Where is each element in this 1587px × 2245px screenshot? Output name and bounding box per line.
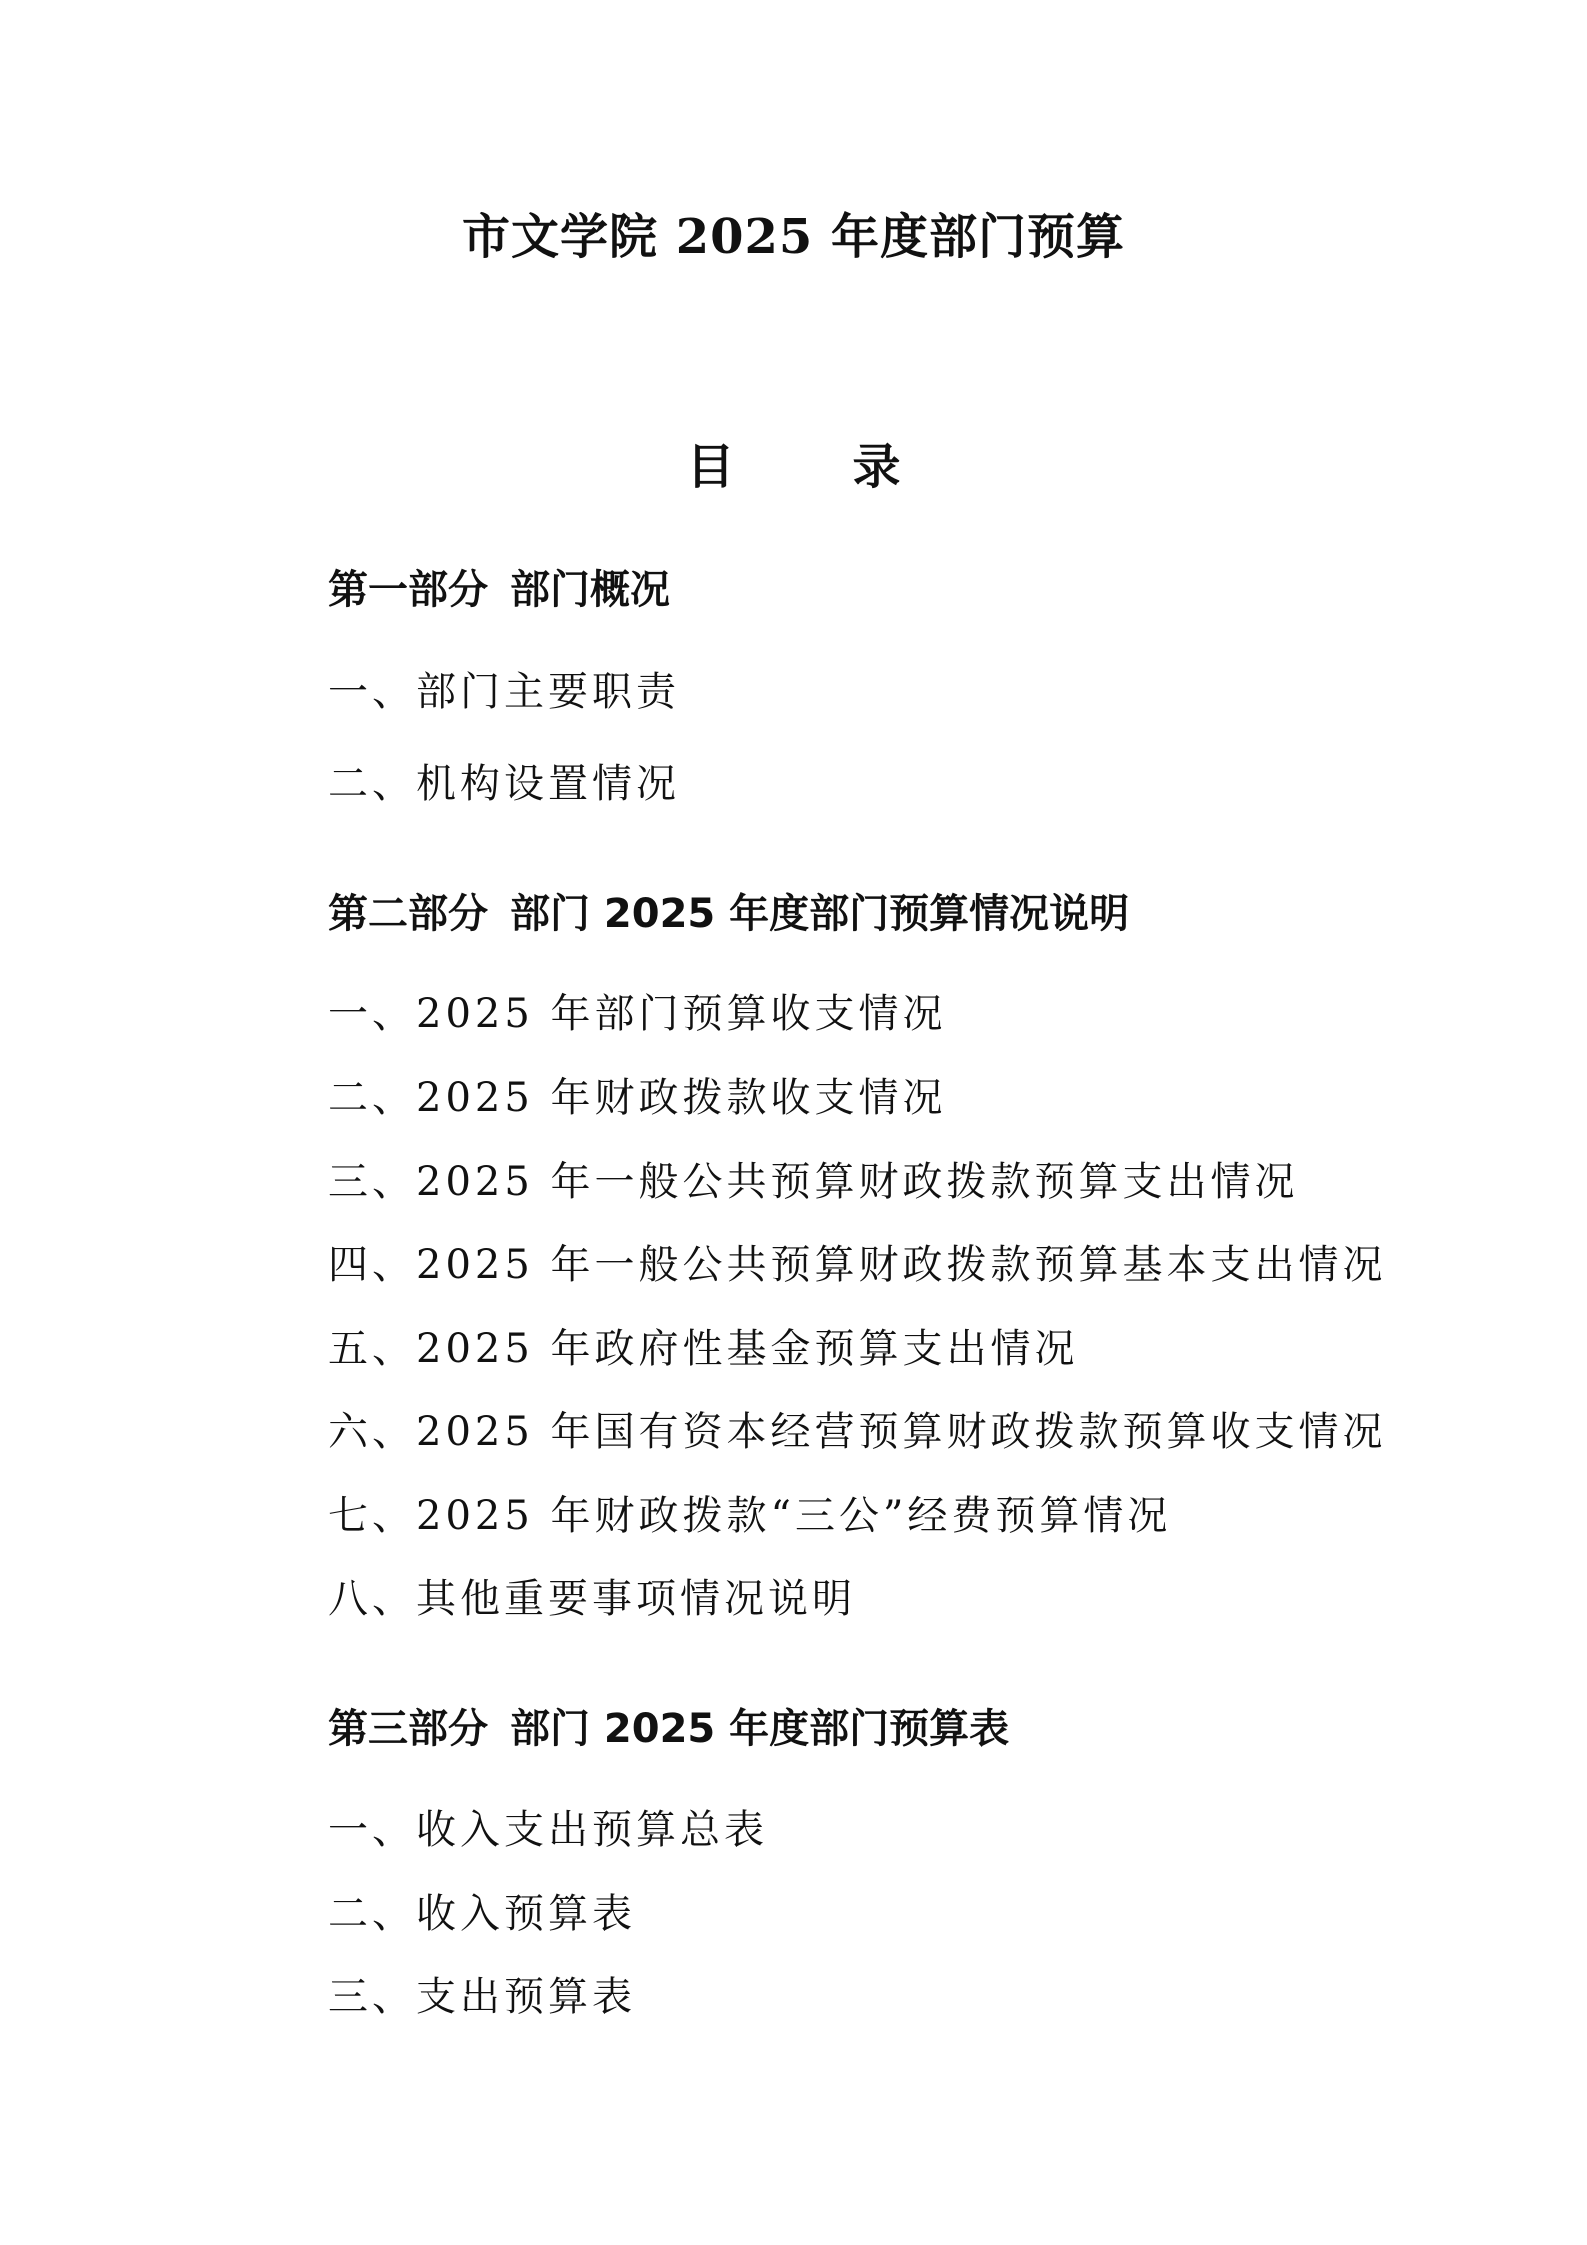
- section-heading-prefix: 第一部分: [328, 567, 488, 613]
- toc-title: [0, 428, 1587, 497]
- toc-item: 五、2025 年政府性基金预算支出情况: [328, 1326, 1079, 1372]
- section-2-heading: [328, 882, 1129, 939]
- toc-item: 二、收入预算表: [328, 1891, 636, 1937]
- toc-item: 一、收入支出预算总表: [328, 1807, 768, 1853]
- toc-title-char-1: 目: [686, 439, 735, 495]
- toc-title-char-2: 录: [852, 439, 901, 495]
- toc-item: 四、2025 年一般公共预算财政拨款预算基本支出情况: [328, 1242, 1387, 1288]
- toc-item: 三、支出预算表: [328, 1974, 636, 2020]
- toc-item: 二、机构设置情况: [328, 761, 680, 807]
- toc-item: 八、其他重要事项情况说明: [328, 1576, 856, 1622]
- section-heading-prefix: 第三部分: [328, 1706, 488, 1752]
- section-heading-text: 部门 2025 年度部门预算情况说明: [510, 891, 1130, 937]
- toc-item: 六、2025 年国有资本经营预算财政拨款预算收支情况: [328, 1409, 1387, 1455]
- toc-item: 一、部门主要职责: [328, 669, 680, 715]
- section-heading-prefix: 第二部分: [328, 891, 488, 937]
- toc-item: 二、2025 年财政拨款收支情况: [328, 1075, 947, 1121]
- section-1-heading: [328, 558, 670, 615]
- toc-item: 一、2025 年部门预算收支情况: [328, 991, 947, 1037]
- section-3-heading: [328, 1697, 1009, 1754]
- toc-item: 三、2025 年一般公共预算财政拨款预算支出情况: [328, 1159, 1299, 1205]
- document-title: 市文学院 2025 年度部门预算: [461, 209, 1126, 265]
- toc-item: 七、2025 年财政拨款“三公”经费预算情况: [328, 1493, 1172, 1539]
- section-heading-text: 部门概况: [510, 567, 670, 613]
- section-heading-text: 部门 2025 年度部门预算表: [510, 1706, 1010, 1752]
